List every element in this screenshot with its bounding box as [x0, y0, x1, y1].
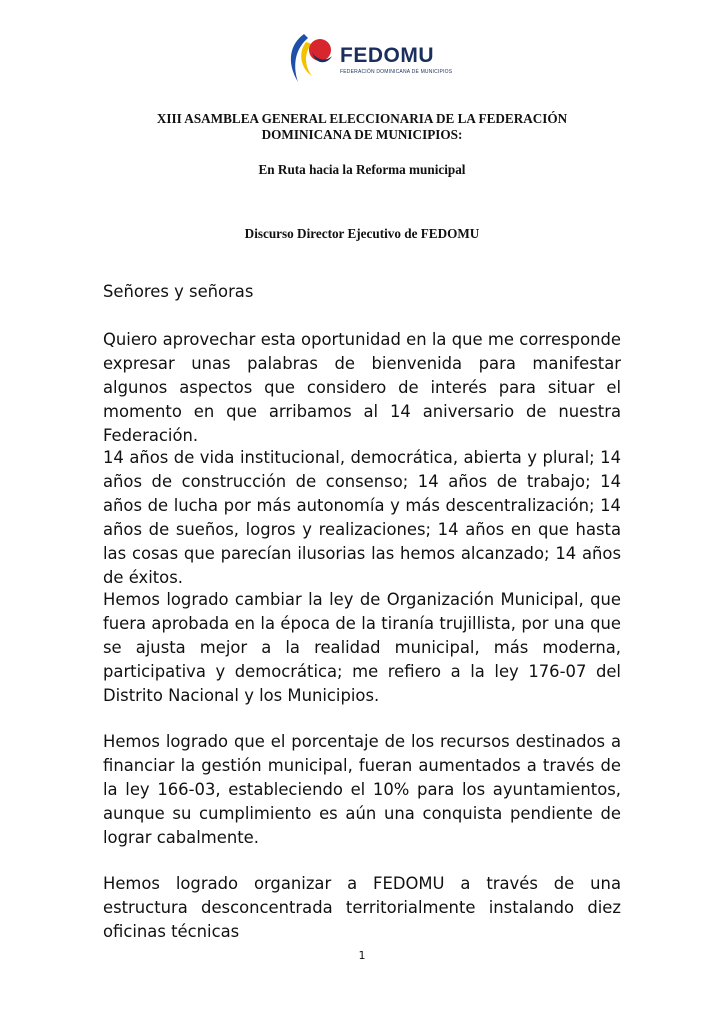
paragraph: Hemos logrado cambiar la ley de Organización Municipal, que fuera aprobada en la época de la tiranía trujillista, por una que se ajusta mejor a la realidad municipal, más moderna, participativa y democrática; me refiero a la ley 176-07 del Distrito Nacional y los Municipios. — [103, 590, 621, 705]
paragraph: Hemos logrado que el porcentaje de los recursos destinados a financiar la gestión municipal, fueran aumentados a través de la ley 166-03, estableciendo el 10% para los ayuntamientos, aunque su cumplimiento es aún una conquista pendiente de lograr cabalmente. — [103, 732, 621, 847]
paragraph: 14 años de vida institucional, democrática, abierta y plural; 14 años de construcción de consenso; 14 años de trabajo; 14 años de lucha por más autonomía y más descentralización; 14 años de sueños, logros y realizaciones; 14 años en que hasta las cosas que parecían ilusorias las hemos alcanzado; 14 años de éxitos. — [103, 448, 621, 587]
logo-wordmark: FEDOMU — [340, 44, 434, 67]
fedomu-emblem-icon — [282, 30, 342, 86]
title-line-2: DOMINICANA DE MUNICIPIOS: — [261, 127, 463, 142]
document-title — [100, 111, 624, 143]
paragraph: Quiero aprovechar esta oportunidad en la que me corresponde expresar unas palabras de bienvenida para manifestar algunos aspectos que considero de interés para situar el momento en que arribamos al 14 aniversario de nuestra Federación. — [103, 330, 621, 445]
page-number: 1 — [358, 949, 366, 962]
speech-title: Discurso Director Ejecutivo de FEDOMU — [244, 226, 480, 241]
paragraph: Hemos logrado organizar a FEDOMU a través de una estructura desconcentrada territorialmente instalando diez oficinas técnicas — [103, 874, 621, 941]
title-line-1: XIII ASAMBLEA GENERAL ELECCIONARIA DE LA FEDERACIÓN — [156, 111, 568, 126]
document-subtitle: En Ruta hacia la Reforma municipal — [258, 162, 466, 177]
paragraph-greeting: Señores y señoras — [103, 282, 254, 301]
logo-subtitle: FEDERACIÓN DOMINICANA DE MUNICIPIOS — [340, 69, 453, 75]
fedomu-logo — [282, 30, 452, 86]
